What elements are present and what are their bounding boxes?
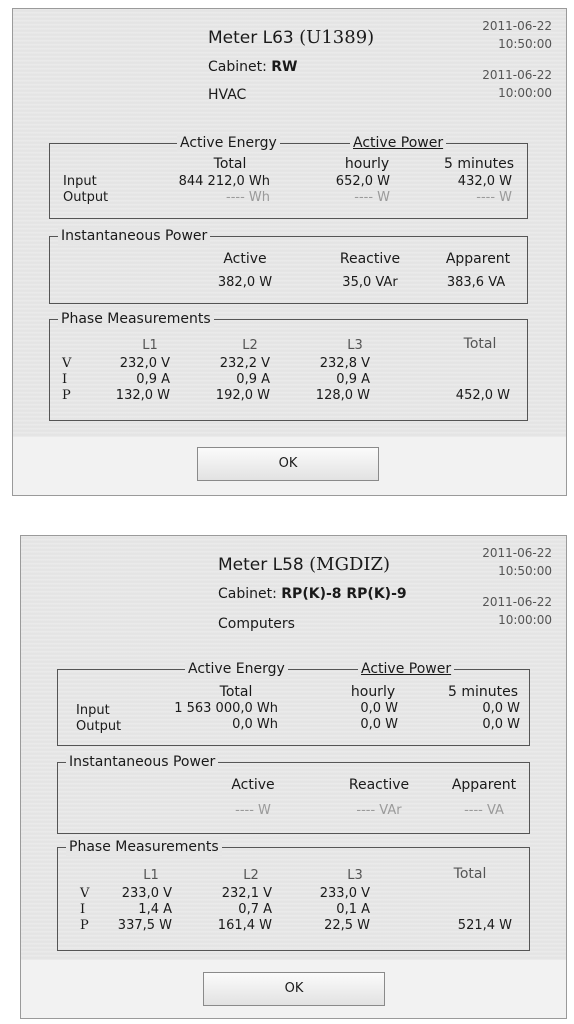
i-l3: 0,1 A <box>336 902 370 917</box>
col-total: Total <box>219 684 253 700</box>
input-total: 1 563 000,0 Wh <box>174 701 278 716</box>
row-output-label: Output <box>76 719 122 734</box>
phase-measurements-legend: Phase Measurements <box>66 838 222 856</box>
output-5min: ---- W <box>476 190 512 205</box>
instantaneous-power-group <box>49 228 528 304</box>
instantaneous-power-legend: Instantaneous Power <box>58 227 210 245</box>
col-reactive: Reactive <box>348 777 410 793</box>
i-l2: 0,9 A <box>236 372 270 387</box>
meter-category: Computers <box>218 616 295 632</box>
i-l2: 0,7 A <box>238 902 272 917</box>
row-input-label: Input <box>63 174 97 189</box>
timestamp-date: 2011-06-22 <box>482 595 552 609</box>
cabinet-value: RW <box>271 59 298 75</box>
row-i-label: I <box>80 902 86 917</box>
col-l1: L1 <box>143 868 159 883</box>
col-hourly: hourly <box>350 684 396 700</box>
col-total: Total <box>463 336 497 352</box>
timestamp-current <box>482 17 552 53</box>
meter-title <box>218 554 390 575</box>
col-5min: 5 minutes <box>443 156 515 172</box>
reactive-value: 35,0 VAr <box>342 275 398 290</box>
timestamp-time: 10:00:00 <box>498 86 552 100</box>
meter-id: Meter L58 <box>218 555 304 575</box>
output-total: ---- Wh <box>226 190 270 205</box>
col-active: Active <box>223 251 267 267</box>
row-p-label: P <box>80 918 89 933</box>
i-l1: 0,9 A <box>136 372 170 387</box>
active-value: ---- W <box>235 803 271 818</box>
output-5min: 0,0 W <box>482 717 520 732</box>
cabinet-line <box>218 586 407 602</box>
meter-dialog-2 <box>20 535 567 1019</box>
col-apparent: Apparent <box>451 777 517 793</box>
v-l2: 232,2 V <box>219 356 270 371</box>
col-l1: L1 <box>142 338 158 353</box>
timestamp-reference <box>482 593 552 629</box>
timestamp-time: 10:50:00 <box>498 564 552 578</box>
instantaneous-power-legend: Instantaneous Power <box>66 753 218 771</box>
p-l2: 161,4 W <box>217 918 272 933</box>
meter-title <box>208 27 374 48</box>
col-total: Total <box>213 156 247 172</box>
energy-power-group <box>49 135 528 219</box>
input-total: 844 212,0 Wh <box>178 174 270 189</box>
timestamp-date: 2011-06-22 <box>482 546 552 560</box>
p-total: 452,0 W <box>455 388 510 403</box>
instantaneous-power-group <box>57 754 530 834</box>
v-l3: 232,8 V <box>319 356 370 371</box>
v-l1: 232,0 V <box>119 356 170 371</box>
reactive-value: ---- VAr <box>356 803 402 818</box>
active-value: 382,0 W <box>217 275 273 290</box>
input-5min: 432,0 W <box>457 174 512 189</box>
v-l3: 233,0 V <box>319 886 370 901</box>
dialog-footer <box>21 960 566 1018</box>
energy-power-group <box>57 661 530 746</box>
meter-id: Meter L63 <box>208 28 294 48</box>
ok-button[interactable]: OK <box>203 972 385 1006</box>
p-l2: 192,0 W <box>215 388 270 403</box>
input-5min: 0,0 W <box>482 701 520 716</box>
active-power-legend: Active Power <box>350 134 446 152</box>
timestamp-reference <box>482 66 552 102</box>
col-l3: L3 <box>347 338 363 353</box>
row-input-label: Input <box>76 703 110 718</box>
p-l1: 337,5 W <box>117 918 172 933</box>
col-apparent: Apparent <box>445 251 511 267</box>
output-hourly: ---- W <box>354 190 390 205</box>
timestamp-current <box>482 544 552 580</box>
phase-measurements-legend: Phase Measurements <box>58 310 214 328</box>
input-hourly: 652,0 W <box>335 174 390 189</box>
v-l1: 233,0 V <box>121 886 172 901</box>
meter-code: (MGDIZ) <box>309 554 391 575</box>
row-output-label: Output <box>63 190 109 205</box>
row-i-label: I <box>62 372 68 387</box>
row-p-label: P <box>62 388 71 403</box>
cabinet-label: Cabinet: <box>208 59 267 75</box>
phase-measurements-group <box>57 839 530 951</box>
cabinet-label: Cabinet: <box>218 586 277 602</box>
col-reactive: Reactive <box>339 251 401 267</box>
col-l2: L2 <box>242 338 258 353</box>
apparent-value: 383,6 VA <box>446 275 506 290</box>
cabinet-value: RP(K)-8 RP(K)-9 <box>281 586 407 602</box>
col-5min: 5 minutes <box>447 684 519 700</box>
p-l3: 128,0 W <box>315 388 370 403</box>
dialog-footer <box>13 437 566 495</box>
meter-code: (U1389) <box>299 27 375 48</box>
col-total: Total <box>453 866 487 882</box>
apparent-value: ---- VA <box>464 803 504 818</box>
p-l1: 132,0 W <box>115 388 170 403</box>
i-l3: 0,9 A <box>336 372 370 387</box>
active-power-legend: Active Power <box>358 660 454 678</box>
active-energy-legend: Active Energy <box>177 134 280 152</box>
col-l3: L3 <box>347 868 363 883</box>
row-v-label: V <box>80 886 90 901</box>
row-v-label: V <box>62 356 72 371</box>
timestamp-time: 10:00:00 <box>498 613 552 627</box>
meter-dialog-1 <box>12 8 567 496</box>
cabinet-line <box>208 59 298 75</box>
col-hourly: hourly <box>344 156 390 172</box>
timestamp-time: 10:50:00 <box>498 37 552 51</box>
col-l2: L2 <box>243 868 259 883</box>
output-hourly: 0,0 W <box>360 717 398 732</box>
p-l3: 22,5 W <box>324 918 370 933</box>
i-l1: 1,4 A <box>138 902 172 917</box>
timestamp-date: 2011-06-22 <box>482 19 552 33</box>
col-active: Active <box>231 777 275 793</box>
v-l2: 232,1 V <box>221 886 272 901</box>
output-total: 0,0 Wh <box>232 717 278 732</box>
meter-category: HVAC <box>208 87 247 103</box>
input-hourly: 0,0 W <box>360 701 398 716</box>
ok-button[interactable]: OK <box>197 447 379 481</box>
p-total: 521,4 W <box>457 918 512 933</box>
phase-measurements-group <box>49 311 528 421</box>
timestamp-date: 2011-06-22 <box>482 68 552 82</box>
active-energy-legend: Active Energy <box>185 660 288 678</box>
